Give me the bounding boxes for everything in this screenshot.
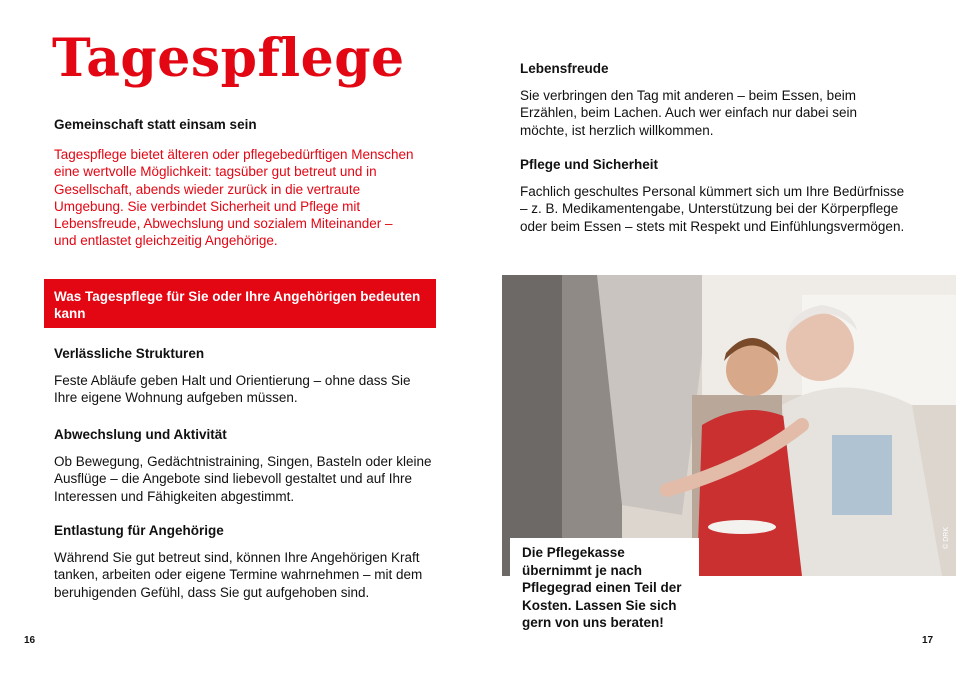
section-heading-entlastung: Entlastung für Angehörige xyxy=(54,523,224,538)
photo-credit: © DRK xyxy=(943,527,950,549)
page-title: Tagespflege xyxy=(52,28,405,89)
page-number-right: 17 xyxy=(922,635,934,646)
section-heading-pflege: Pflege und Sicherheit xyxy=(520,157,659,172)
section-text-strukturen: Feste Abläufe geben Halt und Orientierung – ohne dass Sie Ihre eigene Wohnung aufgeben müssen. xyxy=(54,373,411,406)
section-text-entlastung: Während Sie gut betreut sind, können Ihre Angehörigen Kraft tanken, arbeiten oder eigene Termine wahrnehmen – mit dem beruhigenden Gefühl, dass Sie gut aufgehoben sind. xyxy=(54,550,423,600)
subheading: Gemeinschaft statt einsam sein xyxy=(54,117,257,132)
page-number-left: 16 xyxy=(24,635,36,646)
intro-text: Tagespflege bietet älteren oder pflegebedürftigen Menschen eine wertvolle Möglichkeit: tagsüber gut betreut und in Gesellschaft, abends wieder zurück in die vertraute Umgebung. Sie verbindet Sicherheit und Pflege mit Lebensfreude, Abwechslung und sozialem Miteinander – und entlastet gleichzeitig Angehörige. xyxy=(54,147,414,249)
section-heading-lebensfreude: Lebensfreude xyxy=(520,61,609,76)
section-text-lebensfreude: Sie verbringen den Tag mit anderen – beim Essen, beim Erzählen, beim Lachen. Auch wer einfach nur dabei sein möchte, ist herzlich willkommen. xyxy=(520,88,857,138)
care-photo xyxy=(502,275,956,576)
info-callout: Die Pflegekasse übernimmt je nach Pflegegrad einen Teil der Kosten. Lassen Sie sich gern von uns beraten! xyxy=(510,538,699,630)
right-page xyxy=(480,0,960,673)
section-heading-strukturen: Verlässliche Strukturen xyxy=(54,346,205,361)
red-banner: Was Tagespflege für Sie oder Ihre Angehörigen bedeuten kann xyxy=(44,279,436,328)
photo-illustration xyxy=(502,275,956,576)
section-heading-abwechslung: Abwechslung und Aktivität xyxy=(54,427,227,442)
section-text-pflege: Fachlich geschultes Personal kümmert sich um Ihre Bedürfnisse – z. B. Medikamentengabe, Unterstützung bei der Körperpflege oder beim Essen – stets mit Respekt und Einfühlungsvermögen. xyxy=(520,184,905,234)
section-text-abwechslung: Ob Bewegung, Gedächtnistraining, Singen, Basteln oder kleine Ausflüge – die Angebote sind liebevoll gestaltet und auf Ihre Interessen und Fähigkeiten abgestimmt. xyxy=(54,454,432,504)
